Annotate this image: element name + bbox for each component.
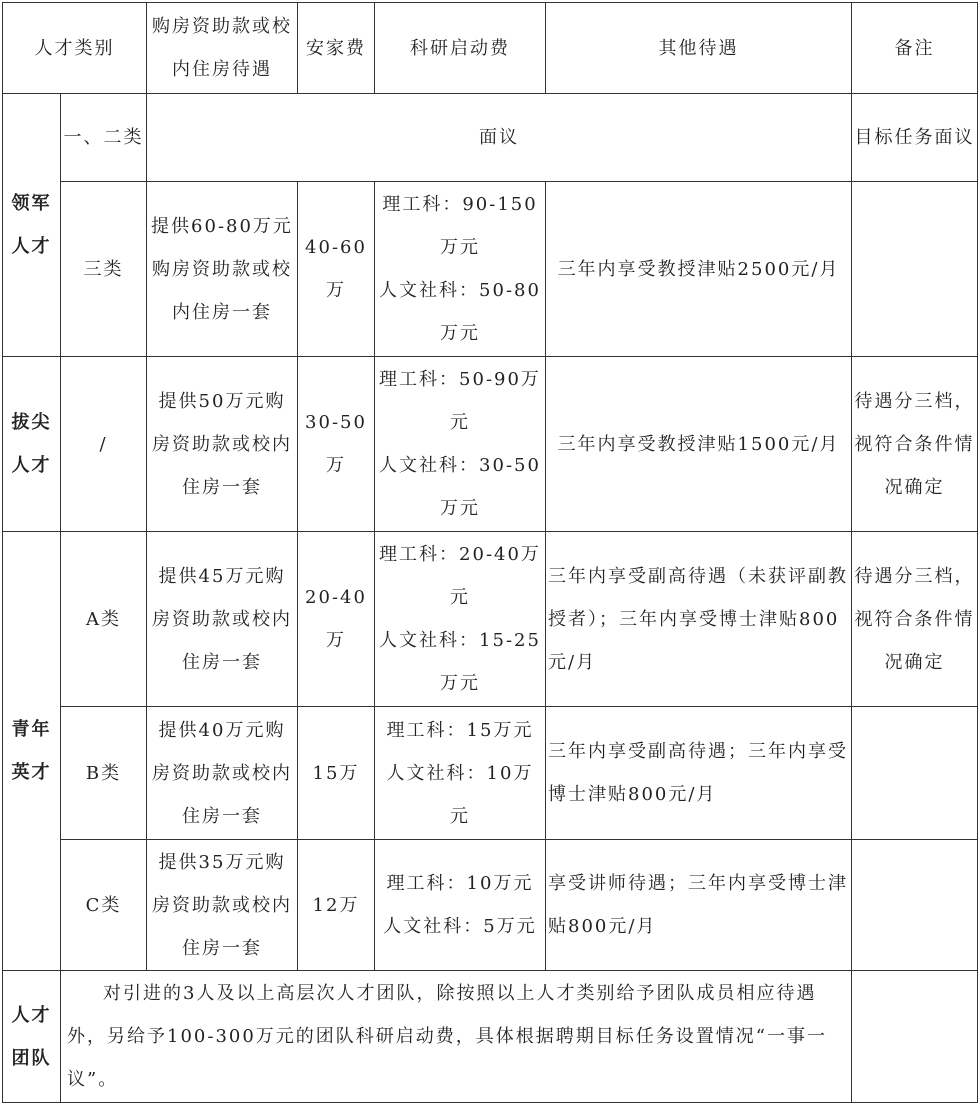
leading-class3-settle: 40-60万: [298, 182, 375, 357]
leading-class3-row: [3, 182, 978, 357]
header-settle: 安家费: [298, 3, 375, 94]
leading-class12-merged: 面议: [147, 94, 852, 182]
young-a-sub: A类: [61, 532, 147, 707]
header-row: [3, 3, 978, 94]
header-research: 科研启动费: [375, 3, 546, 94]
research-stem: 理工科：20-40万元: [379, 544, 541, 608]
leading-class3-research: [375, 182, 546, 357]
header-other: 其他待遇: [546, 3, 852, 94]
young-c-other: 享受讲师待遇；三年内享受博士津贴800元/月: [546, 840, 852, 971]
research-stem: 理工科：15万元: [386, 719, 534, 741]
talent-benefits-table: [2, 2, 978, 1103]
young-c-research: [375, 840, 546, 971]
research-humanities: 人文社科：30-50万元: [379, 455, 541, 519]
young-a-remark: 待遇分三档，视符合条件情况确定: [852, 532, 978, 707]
young-b-other: 三年内享受副高待遇；三年内享受博士津贴800元/月: [546, 707, 852, 840]
top-housing: 提供50万元购房资助款或校内住房一套: [147, 357, 298, 532]
young-b-remark: [852, 707, 978, 840]
young-b-settle: 15万: [298, 707, 375, 840]
team-row: [3, 971, 978, 1103]
research-humanities: 人文社科：10万元: [386, 762, 534, 827]
leading-class12-sub: 一、二类: [61, 94, 147, 182]
top-group-label: 拔尖人才: [3, 357, 61, 532]
young-c-sub: C类: [61, 840, 147, 971]
young-b-research: [375, 707, 546, 840]
young-a-row: [3, 532, 978, 707]
team-description: 对引进的3人及以上高层次人才团队，除按照以上人才类别给予团队成员相应待遇外，另给予100-300万元的团队科研启动费，具体根据聘期目标任务设置情况“一事一议”。: [61, 971, 852, 1103]
top-remark: 待遇分三档，视符合条件情况确定: [852, 357, 978, 532]
research-humanities: 人文社科：5万元: [383, 916, 537, 937]
research-humanities: 人文社科：15-25万元: [379, 630, 541, 694]
top-other: 三年内享受教授津贴1500元/月: [546, 357, 852, 532]
young-a-housing: 提供45万元购房资助款或校内住房一套: [147, 532, 298, 707]
research-stem: 理工科：50-90万元: [379, 369, 541, 433]
top-settle: 30-50万: [298, 357, 375, 532]
leading-class12-row: [3, 94, 978, 182]
leading-class3-housing: 提供60-80万元购房资助款或校内住房一套: [147, 182, 298, 357]
team-group-label: 人才团队: [3, 971, 61, 1103]
leading-group-label: 领军人才: [3, 94, 61, 357]
leading-class3-sub: 三类: [61, 182, 147, 357]
research-stem: 理工科：10万元: [386, 873, 534, 894]
young-a-settle: 20-40万: [298, 532, 375, 707]
young-b-housing: 提供40万元购房资助款或校内住房一套: [147, 707, 298, 840]
young-c-housing: 提供35万元购房资助款或校内住房一套: [147, 840, 298, 971]
leading-class3-other: 三年内享受教授津贴2500元/月: [546, 182, 852, 357]
header-category: 人才类别: [3, 3, 147, 94]
header-remark: 备注: [852, 3, 978, 94]
research-stem: 理工科：90-150万元: [382, 194, 538, 258]
team-remark: [852, 971, 978, 1103]
young-b-row: [3, 707, 978, 840]
top-sub: /: [61, 357, 147, 532]
young-a-other: 三年内享受副高待遇（未获评副教授者）；三年内享受博士津贴800元/月: [546, 532, 852, 707]
young-c-settle: 12万: [298, 840, 375, 971]
young-c-remark: [852, 840, 978, 971]
leading-class12-remark: 目标任务面议: [852, 94, 978, 182]
top-row: [3, 357, 978, 532]
top-research: [375, 357, 546, 532]
young-b-sub: B类: [61, 707, 147, 840]
leading-class3-remark: [852, 182, 978, 357]
research-humanities: 人文社科：50-80万元: [379, 280, 541, 344]
young-group-label: 青年英才: [3, 532, 61, 971]
young-c-row: [3, 840, 978, 971]
header-housing: 购房资助款或校内住房待遇: [147, 3, 298, 94]
young-a-research: [375, 532, 546, 707]
